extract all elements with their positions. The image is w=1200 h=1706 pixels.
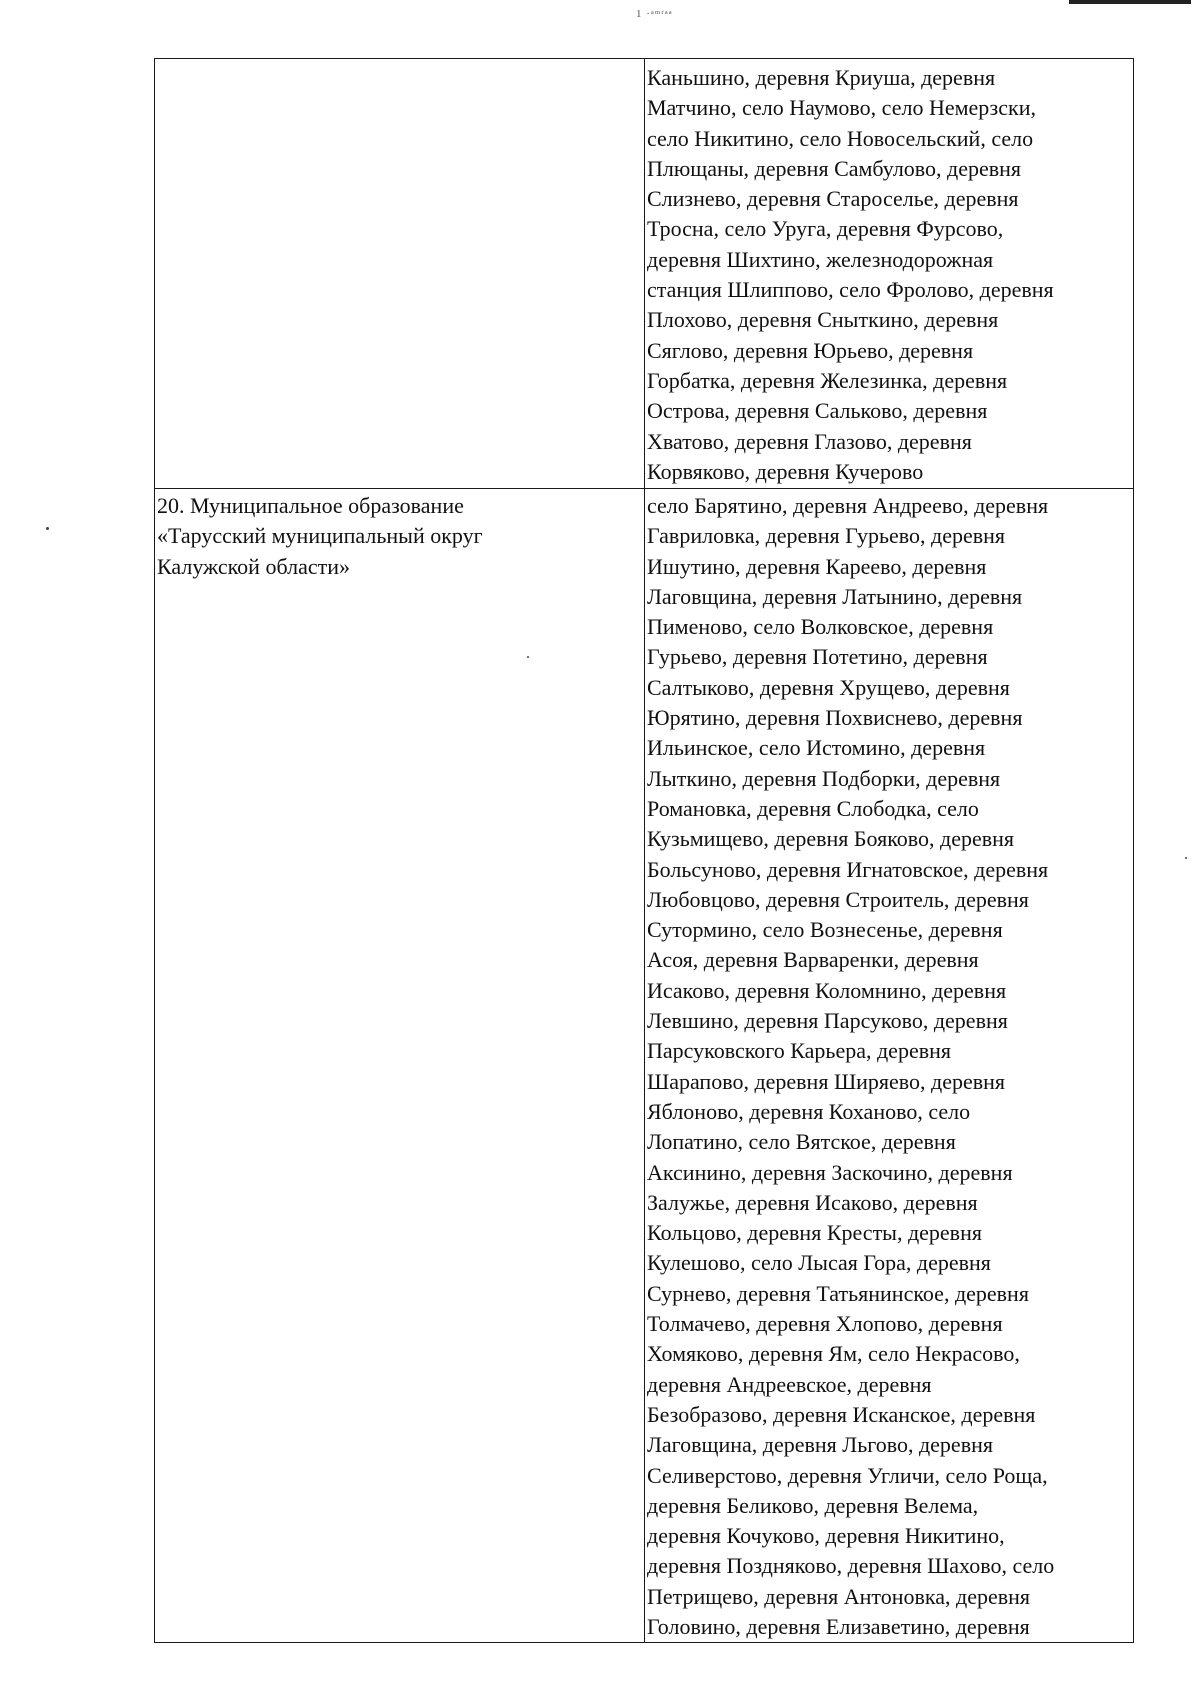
settlement-line: Лаговщина, деревня Латынино, деревня [647,583,1023,609]
settlement-line: Лаговщина, деревня Льгово, деревня [647,1432,993,1458]
settlement-line: Матчино, село Наумово, село Немерзски, [647,95,1036,121]
settlement-line: Кулешово, село Лысая Гора, деревня [647,1250,991,1276]
settlement-line: Сурнево, деревня Татьянинское, деревня [647,1280,1029,1306]
settlement-line: Хомяково, деревня Ям, село Некрасово, [647,1341,1020,1367]
settlement-line: Яблоново, деревня Коханово, село [647,1098,971,1124]
settlement-line: Слизнево, деревня Староселье, деревня [647,186,1019,212]
settlement-line: Головино, деревня Елизаветино, деревня [647,1613,1030,1639]
settlement-line: Салтыково, деревня Хрущево, деревня [647,674,1010,700]
scan-speck [46,527,49,530]
municipality-cell [155,489,645,1643]
settlement-line: Толмачево, деревня Хлопово, деревня [647,1311,1003,1337]
settlement-line: Любовцово, деревня Строитель, деревня [647,886,1029,912]
municipality-name-line: 20. Муниципальное образование [157,493,464,518]
settlement-line: Сяглово, деревня Юрьево, деревня [647,337,974,363]
settlement-line: деревня Шихтино, железнодорожная [647,246,994,272]
settlement-line: Пименово, село Волковское, деревня [647,614,994,640]
settlement-line: Больсуново, деревня Игнатовское, деревня [647,856,1049,882]
settlement-line: Лыткино, деревня Подборки, деревня [647,765,1001,791]
settlement-line: Корвяково, деревня Кучерово [647,458,924,484]
settlement-line: Каньшино, деревня Криуша, деревня [647,65,996,90]
settlement-line: Сутормино, село Вознесенье, деревня [647,917,1003,943]
settlement-line: Плющаны, деревня Самбулово, деревня [647,155,1022,181]
settlement-line: Безобразово, деревня Исканское, деревня [647,1401,1036,1427]
settlement-line: Гурьево, деревня Потетино, деревня [647,644,988,670]
settlement-line: Кузьмищево, деревня Бояково, деревня [647,826,1015,852]
settlement-line: Залужье, деревня Исаково, деревня [647,1189,978,1215]
settlements-cell [645,59,1134,489]
settlement-line: Гавриловка, деревня Гурьево, деревня [647,523,1006,549]
municipality-name-line: Калужской области» [157,553,350,579]
settlement-line: деревня Поздняково, деревня Шахово, село [647,1553,1055,1579]
page-mark: 1 ·ᵃᵐʳᵃᵃ [636,8,673,20]
settlement-line: село Барятино, деревня Андреево, деревня [647,493,1049,518]
settlement-line: Ильинское, село Истомино, деревня [647,735,986,761]
settlement-line: деревня Беликово, деревня Велема, [647,1492,979,1518]
settlement-line: Романовка, деревня Слободка, село [647,795,979,821]
corner-bar [1069,0,1191,4]
settlement-line: Горбатка, деревня Железинка, деревня [647,367,1008,393]
settlement-line: Шарапово, деревня Ширяево, деревня [647,1068,1006,1094]
settlement-line: Плохово, деревня Сныткино, деревня [647,307,999,333]
settlement-line: Исаково, деревня Коломнино, деревня [647,977,1007,1003]
scan-speck [1185,857,1187,859]
settlement-line: Юрятино, деревня Похвиснево, деревня [647,705,1023,731]
municipality-cell [155,59,645,489]
settlement-line: Тросна, село Уруга, деревня Фурсово, [647,216,1004,242]
settlements-cell [645,489,1134,1643]
settlement-line: Кольцово, деревня Кресты, деревня [647,1220,982,1246]
settlement-line: Парсуковского Карьера, деревня [647,1038,951,1064]
settlement-line: станция Шлиппово, село Фролово, деревня [647,277,1054,303]
settlement-line: деревня Андреевское, деревня [647,1371,932,1397]
settlements-table [154,58,1134,1643]
settlement-line: Левшино, деревня Парсуково, деревня [647,1008,1008,1034]
settlement-line: Хватово, деревня Глазово, деревня [647,428,972,454]
settlement-line: Ишутино, деревня Кареево, деревня [647,553,987,579]
municipality-name-line: «Тарусский муниципальный округ [157,523,483,549]
settlement-line: Лопатино, село Вятское, деревня [647,1129,956,1155]
settlement-line: Селиверстово, деревня Угличи, село Роща, [647,1462,1048,1488]
settlement-line: Острова, деревня Сальково, деревня [647,398,988,424]
table-row [155,59,1134,489]
table-row [155,489,1134,1643]
settlement-line: Асоя, деревня Варваренки, деревня [647,947,979,973]
settlement-line: Петрищево, деревня Антоновка, деревня [647,1583,1031,1609]
settlement-line: Аксинино, деревня Заскочино, деревня [647,1159,1013,1185]
settlement-line: село Никитино, село Новосельский, село [647,125,1034,151]
settlement-line: деревня Кочуково, деревня Никитино, [647,1523,1005,1549]
